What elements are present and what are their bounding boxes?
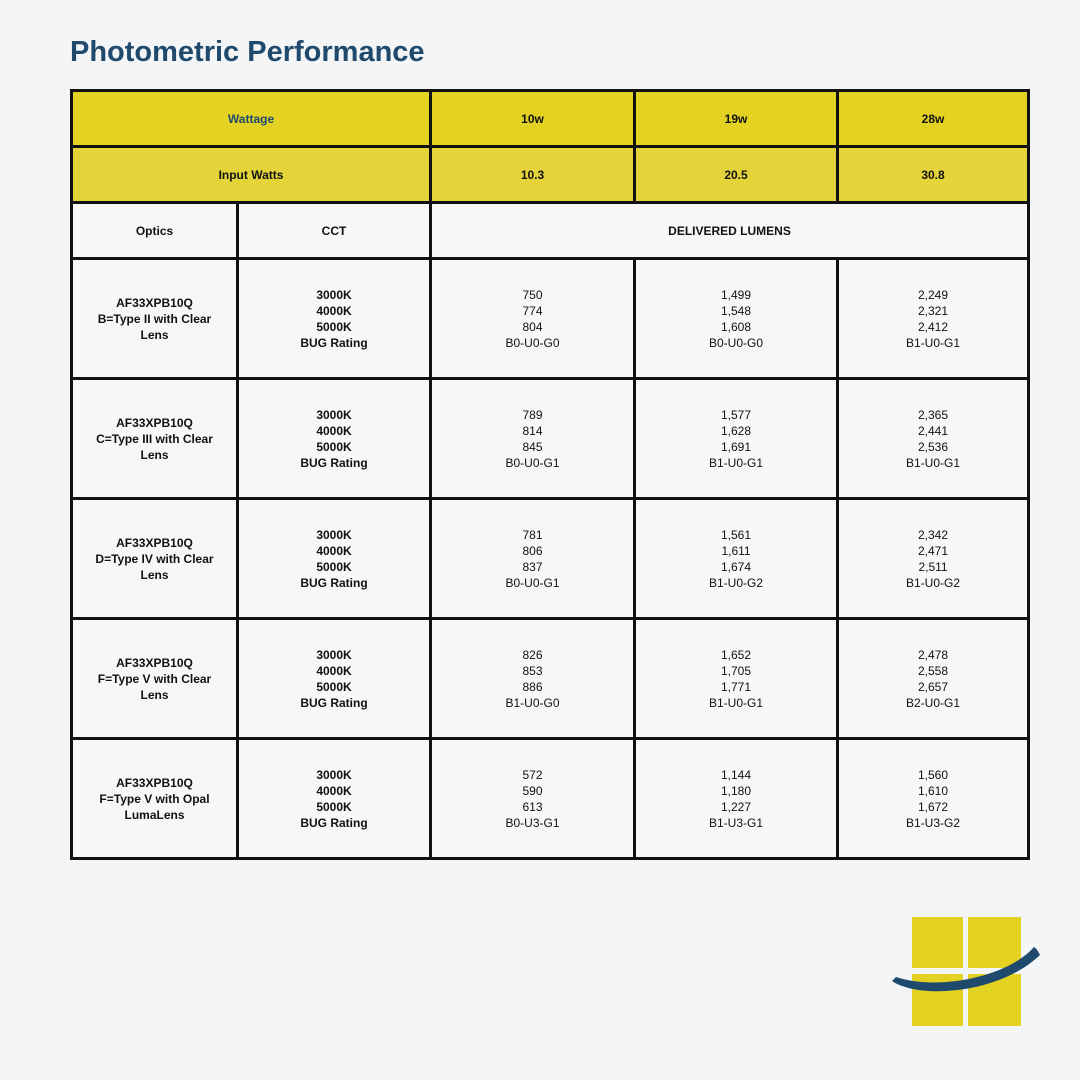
lumens-value: 826 <box>522 647 543 662</box>
lumens-value: 1,628 <box>721 423 752 438</box>
column-header-row <box>72 203 1029 259</box>
input-watts-label: Input Watts <box>72 147 431 203</box>
optics-line: AF33XPB10Q <box>116 535 193 550</box>
optics-line: Lens <box>140 447 169 462</box>
lumens-cell-28w <box>838 619 1029 739</box>
table-row <box>72 619 1029 739</box>
lumens-value: 837 <box>522 559 543 574</box>
lumens-value: 804 <box>522 319 543 334</box>
lumens-value: 1,771 <box>721 679 752 694</box>
optics-line: AF33XPB10Q <box>116 295 193 310</box>
lumens-value: 1,499 <box>721 287 752 302</box>
lumens-value: 1,608 <box>721 319 752 334</box>
optics-line: AF33XPB10Q <box>116 415 193 430</box>
lumens-cell-10w <box>431 499 635 619</box>
lumens-value: 806 <box>522 543 543 558</box>
delivered-lumens-header: DELIVERED LUMENS <box>431 203 1029 259</box>
bug-rating: B1-U0-G2 <box>709 575 764 590</box>
table-row <box>72 739 1029 859</box>
cct-cell <box>238 739 431 859</box>
bug-rating: B1-U3-G2 <box>906 815 961 830</box>
bug-rating: B1-U3-G1 <box>709 815 764 830</box>
cct-line: 4000K <box>316 543 352 558</box>
lumens-value: 1,548 <box>721 303 752 318</box>
cct-line: 5000K <box>316 439 352 454</box>
optics-line: F=Type V with Opal <box>99 791 210 806</box>
lumens-value: 2,657 <box>918 679 949 694</box>
lumens-value: 2,365 <box>918 407 949 422</box>
lumens-value: 2,441 <box>918 423 949 438</box>
lumens-value: 845 <box>522 439 543 454</box>
cct-line: BUG Rating <box>300 575 368 590</box>
bug-rating: B0-U3-G1 <box>505 815 560 830</box>
lumens-cell-28w <box>838 379 1029 499</box>
optics-line: B=Type II with Clear <box>97 311 212 326</box>
bug-rating: B2-U0-G1 <box>906 695 961 710</box>
cct-cell <box>238 499 431 619</box>
lumens-value: 886 <box>522 679 543 694</box>
cct-line: 5000K <box>316 319 352 334</box>
bug-rating: B1-U0-G1 <box>709 695 764 710</box>
lumens-value: 2,342 <box>918 527 949 542</box>
table-row <box>72 379 1029 499</box>
lumens-value: 1,652 <box>721 647 752 662</box>
bug-rating: B0-U0-G0 <box>505 335 560 350</box>
lumens-value: 1,674 <box>721 559 752 574</box>
optics-line: Lens <box>140 687 169 702</box>
page-title: Photometric Performance <box>70 36 425 68</box>
wattage-19w: 19w <box>635 91 838 147</box>
cct-line: BUG Rating <box>300 335 368 350</box>
cct-cell <box>238 259 431 379</box>
cct-line: BUG Rating <box>300 695 368 710</box>
cct-line: BUG Rating <box>300 455 368 470</box>
wattage-10w: 10w <box>431 91 635 147</box>
optics-cell <box>72 259 238 379</box>
cct-line: 4000K <box>316 303 352 318</box>
optics-line: AF33XPB10Q <box>116 775 193 790</box>
cct-line: 5000K <box>316 799 352 814</box>
lumens-value: 590 <box>522 783 543 798</box>
bug-rating: B0-U0-G1 <box>505 575 560 590</box>
input-watts-10w: 10.3 <box>431 147 635 203</box>
lumens-value: 2,536 <box>918 439 949 454</box>
lumens-value: 1,560 <box>918 767 949 782</box>
cct-line: 3000K <box>316 527 352 542</box>
lumens-value: 2,249 <box>918 287 949 302</box>
optics-line: Lens <box>140 567 169 582</box>
lumens-value: 1,561 <box>721 527 752 542</box>
lumens-value: 1,611 <box>721 543 751 558</box>
optics-line: AF33XPB10Q <box>116 655 193 670</box>
wattage-label: Wattage <box>72 91 431 147</box>
optics-header: Optics <box>72 203 238 259</box>
bug-rating: B0-U0-G1 <box>505 455 560 470</box>
lumens-value: 1,610 <box>918 783 949 798</box>
lumens-value: 2,478 <box>918 647 949 662</box>
lumens-cell-10w <box>431 379 635 499</box>
cct-line: 4000K <box>316 783 352 798</box>
bug-rating: B1-U0-G0 <box>505 695 560 710</box>
lumens-value: 853 <box>522 663 543 678</box>
lumens-cell-28w <box>838 499 1029 619</box>
bug-rating: B0-U0-G0 <box>709 335 764 350</box>
optics-cell <box>72 379 238 499</box>
optics-line: D=Type IV with Clear <box>95 551 214 566</box>
lumens-value: 750 <box>522 287 543 302</box>
wattage-row <box>72 91 1029 147</box>
lumens-value: 1,705 <box>721 663 752 678</box>
cct-line: 3000K <box>316 407 352 422</box>
lumens-cell-28w <box>838 259 1029 379</box>
optics-line: F=Type V with Clear <box>97 671 212 686</box>
cct-line: 3000K <box>316 767 352 782</box>
lumens-value: 814 <box>522 423 543 438</box>
optics-line: LumaLens <box>124 807 185 822</box>
lumens-value: 1,672 <box>918 799 949 814</box>
photometric-table <box>70 89 1030 860</box>
lumens-cell-19w <box>635 499 838 619</box>
lumens-value: 613 <box>522 799 543 814</box>
lumens-cell-19w <box>635 619 838 739</box>
cct-header: CCT <box>238 203 431 259</box>
lumens-value: 2,321 <box>918 303 949 318</box>
bug-rating: B1-U0-G2 <box>906 575 961 590</box>
lumens-value: 781 <box>522 527 543 542</box>
lumens-value: 2,412 <box>918 319 949 334</box>
lumens-value: 789 <box>522 407 543 422</box>
table-row <box>72 499 1029 619</box>
table-row <box>72 259 1029 379</box>
lumens-value: 572 <box>522 767 543 782</box>
cct-line: 5000K <box>316 559 352 574</box>
optics-line: C=Type III with Clear <box>96 431 213 446</box>
cct-line: 4000K <box>316 423 352 438</box>
cct-cell <box>238 379 431 499</box>
lumens-value: 1,180 <box>721 783 752 798</box>
lumens-cell-28w <box>838 739 1029 859</box>
bug-rating: B1-U0-G1 <box>709 455 764 470</box>
optics-cell <box>72 499 238 619</box>
lumens-cell-10w <box>431 739 635 859</box>
window-grid-logo-icon <box>888 915 1044 1029</box>
cct-line: BUG Rating <box>300 815 368 830</box>
bug-rating: B1-U0-G1 <box>906 335 961 350</box>
lumens-cell-19w <box>635 259 838 379</box>
bug-rating: B1-U0-G1 <box>906 455 961 470</box>
lumens-value: 774 <box>522 303 543 318</box>
optics-line: Lens <box>140 327 169 342</box>
lumens-cell-10w <box>431 259 635 379</box>
cct-line: 4000K <box>316 663 352 678</box>
lumens-value: 1,144 <box>721 767 752 782</box>
cct-line: 3000K <box>316 647 352 662</box>
lumens-cell-19w <box>635 739 838 859</box>
cct-line: 5000K <box>316 679 352 694</box>
lumens-value: 1,577 <box>721 407 752 422</box>
lumens-value: 2,511 <box>918 559 948 574</box>
optics-cell <box>72 619 238 739</box>
lumens-value: 2,471 <box>918 543 949 558</box>
input-watts-row <box>72 147 1029 203</box>
wattage-28w: 28w <box>838 91 1029 147</box>
input-watts-28w: 30.8 <box>838 147 1029 203</box>
optics-cell <box>72 739 238 859</box>
cct-cell <box>238 619 431 739</box>
lumens-cell-19w <box>635 379 838 499</box>
lumens-cell-10w <box>431 619 635 739</box>
input-watts-19w: 20.5 <box>635 147 838 203</box>
lumens-value: 1,691 <box>721 439 752 454</box>
lumens-value: 1,227 <box>721 799 752 814</box>
cct-line: 3000K <box>316 287 352 302</box>
lumens-value: 2,558 <box>918 663 949 678</box>
